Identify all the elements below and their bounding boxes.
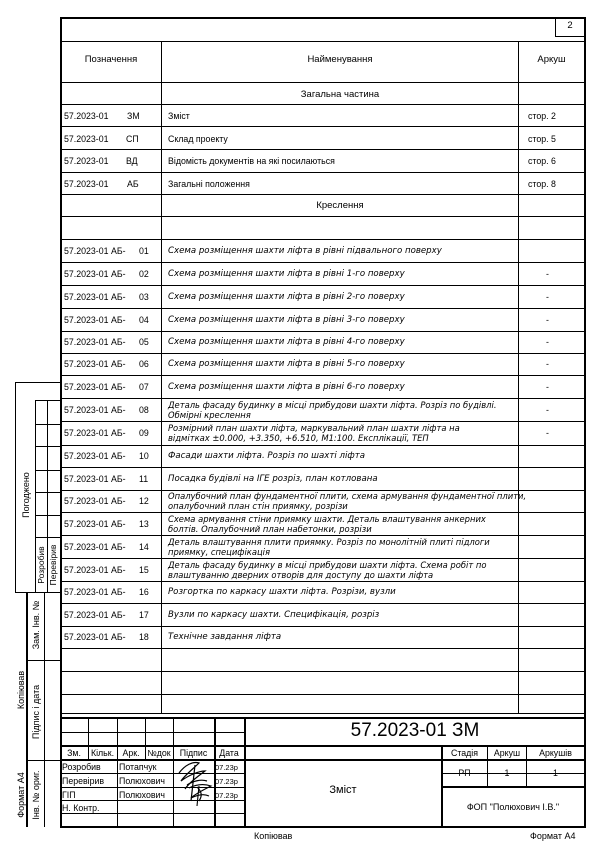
side-agreed-top xyxy=(15,382,61,383)
row-num: 02 xyxy=(139,268,149,279)
row-name: Схема розміщення шахти ліфта в рівні 6-го поверху xyxy=(168,381,405,392)
row-line xyxy=(60,713,585,714)
col-date: Дата xyxy=(219,748,239,758)
row-num: 17 xyxy=(139,609,149,620)
row-num: 18 xyxy=(139,632,149,642)
row-code: 57.2023-01 АБ- xyxy=(64,291,126,302)
col-change: Зм. xyxy=(67,748,81,758)
row-num: 09 xyxy=(139,428,149,438)
row-mark: СП xyxy=(126,134,139,144)
sheets-header: Аркушів xyxy=(539,748,572,758)
row-code: 57.2023-01 АБ- xyxy=(64,404,126,415)
stage-header: Стадія xyxy=(450,748,479,758)
col-doc: №док xyxy=(147,748,171,758)
row-line xyxy=(60,648,585,649)
row-line xyxy=(60,239,585,240)
header-name: Найменування xyxy=(307,54,373,65)
row-line xyxy=(60,104,585,105)
row-name-line2: відмітках ±0.000, +3.350, +6.510, М1:100. Експлікації, ТЕП xyxy=(168,433,429,443)
row-code: 57.2023-01 АБ- xyxy=(64,451,126,461)
row-line xyxy=(60,331,585,332)
row-line xyxy=(60,285,585,286)
row-name: Відомість документів на які посилаються xyxy=(168,156,335,166)
side-row-4 xyxy=(35,470,61,471)
row-name: Загальні положення xyxy=(168,179,250,189)
doc-code: 57.2023-01 ЗМ xyxy=(350,720,480,741)
footer-format: Формат А4 xyxy=(530,831,576,841)
row-name: Склад проекту xyxy=(168,134,228,144)
row-line xyxy=(60,149,585,150)
row-code: 57.2023-01 АБ- xyxy=(64,587,126,597)
side-row-7 xyxy=(35,537,61,538)
col-qty: Кільк. xyxy=(90,748,115,758)
title-block-top xyxy=(60,717,586,719)
col-line-1 xyxy=(161,41,162,713)
row-code: 57.2023-01 xyxy=(64,111,109,121)
section-general: Загальна частина xyxy=(300,89,380,100)
row-mark: ЗМ xyxy=(127,111,140,121)
row-sheet: - xyxy=(546,268,549,279)
row-mark: АБ xyxy=(127,179,139,189)
sheets-value: 1 xyxy=(553,768,558,778)
footer-copied: Копіював xyxy=(254,831,293,841)
stage-value: РП xyxy=(458,768,471,778)
row-name: Схема розміщення шахти ліфта в рівні 4-го поверху xyxy=(168,337,405,347)
row-code: 57.2023-01 АБ- xyxy=(64,541,126,552)
row-name: Схема розміщення шахти ліфта в рівні 1-го поверху xyxy=(168,268,405,279)
row-code: 57.2023-01 xyxy=(64,179,109,189)
row-sheet: - xyxy=(546,337,549,347)
row-line xyxy=(60,467,585,468)
row-code: 57.2023-01 xyxy=(64,134,109,144)
row-line xyxy=(60,626,585,627)
row-code: 57.2023-01 xyxy=(64,156,109,166)
row-sheet: стор. 6 xyxy=(528,156,556,166)
stamp-left-outer xyxy=(26,592,28,827)
row-num: 15 xyxy=(139,564,149,575)
col-sheet: Арк. xyxy=(122,748,140,758)
side-checked-label: Перевірив xyxy=(48,544,58,586)
row-code: 57.2023-01 АБ- xyxy=(64,359,126,369)
row-sheet: - xyxy=(546,291,549,302)
signer-role: Перевірив xyxy=(62,776,105,786)
tb-col-2 xyxy=(117,717,118,827)
frame-left xyxy=(60,17,62,827)
row-code: 57.2023-01 АБ- xyxy=(64,496,126,506)
row-name: Зміст xyxy=(168,111,190,121)
sheet-box-bottom xyxy=(555,36,585,37)
row-code: 57.2023-01 АБ- xyxy=(64,428,126,438)
stamp-row-1 xyxy=(26,660,61,661)
document-title: Зміст xyxy=(329,784,357,796)
organization: ФОП "Полюхович І.В." xyxy=(466,802,560,812)
row-num: 13 xyxy=(139,518,149,529)
row-num: 11 xyxy=(139,473,149,484)
row-code: 57.2023-01 АБ- xyxy=(64,473,126,484)
row-line xyxy=(60,172,585,173)
side-inv-orig-label: Інв. № ориг. xyxy=(31,770,41,820)
signer-role: ГІП xyxy=(62,790,76,800)
row-num: 04 xyxy=(139,314,149,325)
row-line xyxy=(60,375,585,376)
side-agreed-line xyxy=(15,382,16,592)
row-code: 57.2023-01 АБ- xyxy=(64,381,126,392)
row-line xyxy=(60,216,585,217)
row-name-line2: приямку, специфікація xyxy=(168,546,271,557)
row-num: 16 xyxy=(139,587,149,597)
side-row-2 xyxy=(35,424,61,425)
side-developed-label: Розробив xyxy=(36,546,46,584)
side-sign-date-label: Підпис і дата xyxy=(31,684,41,740)
col-sign: Підпис xyxy=(179,748,208,758)
row-num: 12 xyxy=(139,496,149,506)
stamp-row-2 xyxy=(26,760,61,761)
signature-scribble xyxy=(185,782,215,808)
row-name: Технічне завдання ліфта xyxy=(168,632,282,642)
row-name: Опалубочний план фундаментної плити, схема армування фундаментної плити, xyxy=(168,491,527,501)
row-name: Посадка будівлі на ІГЕ розріз, план котлована xyxy=(168,473,378,484)
row-line xyxy=(60,353,585,354)
signer-date: 07.23р xyxy=(215,763,238,772)
signer-date: 07.23р xyxy=(215,777,238,786)
signer-date: 07.23р xyxy=(215,791,238,800)
row-num: 08 xyxy=(139,404,149,415)
side-row-8 xyxy=(15,592,61,593)
row-line xyxy=(60,421,585,422)
row-code: 57.2023-01 АБ- xyxy=(64,268,126,279)
row-code: 57.2023-01 АБ- xyxy=(64,564,126,575)
col-line-2 xyxy=(518,41,519,713)
header-designation: Позначення xyxy=(84,54,138,65)
row-name: Схема розміщення шахти ліфта в рівні 5-го поверху xyxy=(168,359,405,369)
row-name: Схема розміщення шахти ліфта в рівні 3-го поверху xyxy=(168,314,405,325)
row-name-line2: влаштуванню дверних отворів для доступу до шахти ліфта xyxy=(168,569,434,580)
row-name: Деталь влаштування плити приямку. Розріз по монолітній плиті підлоги xyxy=(168,536,490,547)
row-name: Розмірний план шахти ліфта, маркувальний план шахти ліфта на xyxy=(168,423,460,433)
side-row-1 xyxy=(35,400,61,401)
row-num: 05 xyxy=(139,337,149,347)
sheet-number: 2 xyxy=(567,20,573,31)
side-agreed-label: Погоджено xyxy=(21,472,31,518)
row-line xyxy=(60,603,585,604)
section-drawings: Креслення xyxy=(316,200,364,211)
row-line xyxy=(60,82,585,83)
row-name: Схема розміщення шахти ліфта в рівні підвального поверху xyxy=(168,245,442,256)
frame-bottom xyxy=(60,826,586,828)
row-sheet: стор. 2 xyxy=(528,111,556,121)
row-name-line2: Обмірні креслення xyxy=(168,409,251,420)
row-line xyxy=(60,671,585,672)
tb-row-f xyxy=(441,786,586,788)
side-row-6 xyxy=(35,515,61,516)
row-code: 57.2023-01 АБ- xyxy=(64,245,126,256)
row-sheet: - xyxy=(546,428,549,438)
row-name-line2: болтів. Опалубочний план набетонки, розрізи xyxy=(168,523,372,534)
row-code: 57.2023-01 АБ- xyxy=(64,337,126,347)
row-line xyxy=(60,308,585,309)
row-code: 57.2023-01 АБ- xyxy=(64,609,126,620)
row-name: Розгортка по каркасу шахти ліфта. Розрізи, вузли xyxy=(168,587,396,597)
sheet-header: Аркуш xyxy=(493,748,521,758)
row-line xyxy=(60,694,585,695)
row-line xyxy=(60,445,585,446)
signer-role: Н. Контр. xyxy=(62,803,100,813)
row-name-line2: опалубочний план стін приямку, розрізи xyxy=(168,501,348,511)
signer-name: Потапчук xyxy=(119,762,157,772)
row-num: 06 xyxy=(139,359,149,369)
row-num: 03 xyxy=(139,291,149,302)
side-row-3 xyxy=(35,446,61,447)
row-num: 01 xyxy=(139,245,149,256)
sheet-value: 1 xyxy=(504,768,510,778)
row-line xyxy=(60,262,585,263)
header-sheet: Аркуш xyxy=(537,54,566,65)
tb-col-4 xyxy=(173,717,174,827)
side-copied-label: Копіював xyxy=(16,670,26,710)
signer-role: Розробив xyxy=(62,762,101,772)
row-line xyxy=(60,581,585,582)
row-mark: ВД xyxy=(126,156,138,166)
row-line xyxy=(60,126,585,127)
row-name: Деталь фасаду будинку в місці прибудови шахти ліфта. Схема робіт по xyxy=(168,559,487,570)
signer-name: Полюхович xyxy=(119,776,166,786)
row-sheet: стор. 5 xyxy=(528,134,556,144)
row-num: 10 xyxy=(139,451,149,461)
signer-name: Полюхович xyxy=(119,790,166,800)
side-format-label: Формат А4 xyxy=(16,772,26,818)
side-replaced-inv-label: Зам. Інв. № xyxy=(31,600,41,650)
row-sheet: - xyxy=(546,404,549,415)
row-code: 57.2023-01 АБ- xyxy=(64,314,126,325)
frame-top xyxy=(60,17,586,19)
row-sheet: - xyxy=(546,359,549,369)
row-sheet: - xyxy=(546,314,549,325)
stamp-left-inner xyxy=(44,592,45,827)
row-name: Вузли по каркасу шахти. Специфікація, розріз xyxy=(168,609,380,620)
row-code: 57.2023-01 АБ- xyxy=(64,518,126,529)
row-name: Фасади шахти ліфта. Розріз по шахті ліфта xyxy=(168,451,366,461)
side-row-5 xyxy=(35,492,61,493)
row-name: Деталь фасаду будинку в місці прибудови шахти ліфта. Розріз по будівлі. xyxy=(168,399,497,410)
header-top-line xyxy=(60,41,585,42)
row-sheet: стор. 8 xyxy=(528,179,556,189)
row-code: 57.2023-01 АБ- xyxy=(64,632,126,642)
frame-right xyxy=(584,17,586,827)
row-line xyxy=(60,194,585,195)
row-num: 07 xyxy=(139,381,149,392)
row-num: 14 xyxy=(139,541,149,552)
row-name: Схема розміщення шахти ліфта в рівні 2-го поверху xyxy=(168,291,405,302)
row-name: Схема армування стіни приямку шахти. Деталь влаштування анкерних xyxy=(168,513,486,524)
row-sheet: - xyxy=(546,381,549,392)
